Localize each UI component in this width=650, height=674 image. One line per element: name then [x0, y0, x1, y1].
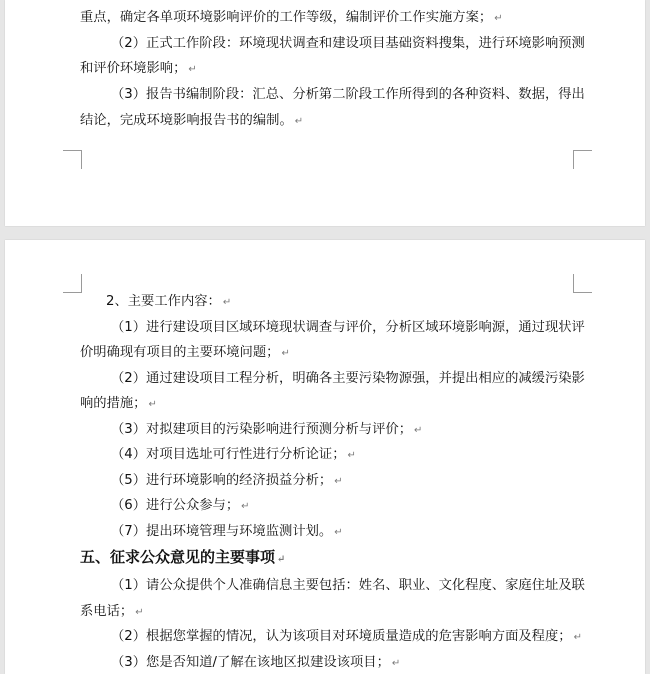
paragraph-mark: ↵	[148, 399, 157, 410]
text-line: （3）您是否知道/了解在该地区拟建设该项目； ↵	[111, 655, 401, 670]
document-page-bottom	[5, 240, 645, 674]
margin-corner-bottom-right	[573, 150, 592, 169]
text-line: （6）进行公众参与； ↵	[111, 498, 250, 513]
text-line: （2）根据您掌握的情况，认为该项目对环境质量造成的危害影响方面及程度； ↵	[111, 629, 582, 644]
text-line: 2、主要工作内容： ↵	[106, 294, 232, 309]
paragraph-mark: ↵	[334, 476, 343, 487]
paragraph-mark: ↵	[414, 425, 423, 436]
text-line: （5）进行环境影响的经济损益分析； ↵	[111, 473, 343, 488]
text-line: 结论，完成环境影响报告书的编制。 ↵	[80, 113, 304, 128]
text-line: （1）进行建设项目区域环境现状调查与评价，分析区域环境影响源，通过现状评	[111, 320, 585, 335]
section-heading: 五、征求公众意见的主要事项 ↵	[80, 548, 286, 566]
text-line: （3）报告书编制阶段：汇总、分析第二阶段工作所得到的各种资料、数据，得出	[111, 87, 585, 102]
paragraph-mark: ↵	[347, 450, 356, 461]
paragraph-mark: ↵	[135, 607, 144, 618]
paragraph-mark: ↵	[281, 348, 290, 359]
paragraph-mark: ↵	[188, 64, 197, 75]
paragraph-mark: ↵	[222, 297, 232, 308]
text-line: （1）请公众提供个人准确信息主要包括：姓名、职业、文化程度、家庭住址及联	[111, 578, 585, 593]
document-page-top	[5, 0, 645, 226]
text-line: （2）通过建设项目工程分析，明确各主要污染物源强，并提出相应的减缓污染影	[111, 371, 585, 386]
text-line: 和评价环境影响； ↵	[80, 61, 197, 76]
text-line: （4）对项目选址可行性进行分析论证； ↵	[111, 447, 356, 462]
paragraph-mark: ↵	[391, 658, 401, 669]
margin-corner-top-left	[63, 274, 82, 293]
paragraph-mark: ↵	[494, 13, 503, 24]
paragraph-mark: ↵	[573, 632, 582, 643]
margin-corner-bottom-left	[63, 150, 82, 169]
text-line: 价明确现有项目的主要环境问题； ↵	[80, 345, 290, 360]
margin-corner-top-right	[573, 274, 592, 293]
text-line: 重点，确定各单项环境影响评价的工作等级，编制评价工作实施方案； ↵	[80, 10, 503, 25]
text-line: （3）对拟建项目的污染影响进行预测分析与评价； ↵	[111, 422, 423, 437]
text-line: 系电话； ↵	[80, 604, 144, 619]
paragraph-mark: ↵	[334, 527, 343, 538]
text-line: 响的措施； ↵	[80, 396, 157, 411]
text-line: （2）正式工作阶段：环境现状调查和建设项目基础资料搜集，进行环境影响预测	[111, 36, 585, 51]
text-line: （7）提出环境管理与环境监测计划。 ↵	[111, 524, 343, 539]
paragraph-mark: ↵	[277, 554, 286, 565]
paragraph-mark: ↵	[294, 116, 304, 127]
paragraph-mark: ↵	[241, 501, 250, 512]
